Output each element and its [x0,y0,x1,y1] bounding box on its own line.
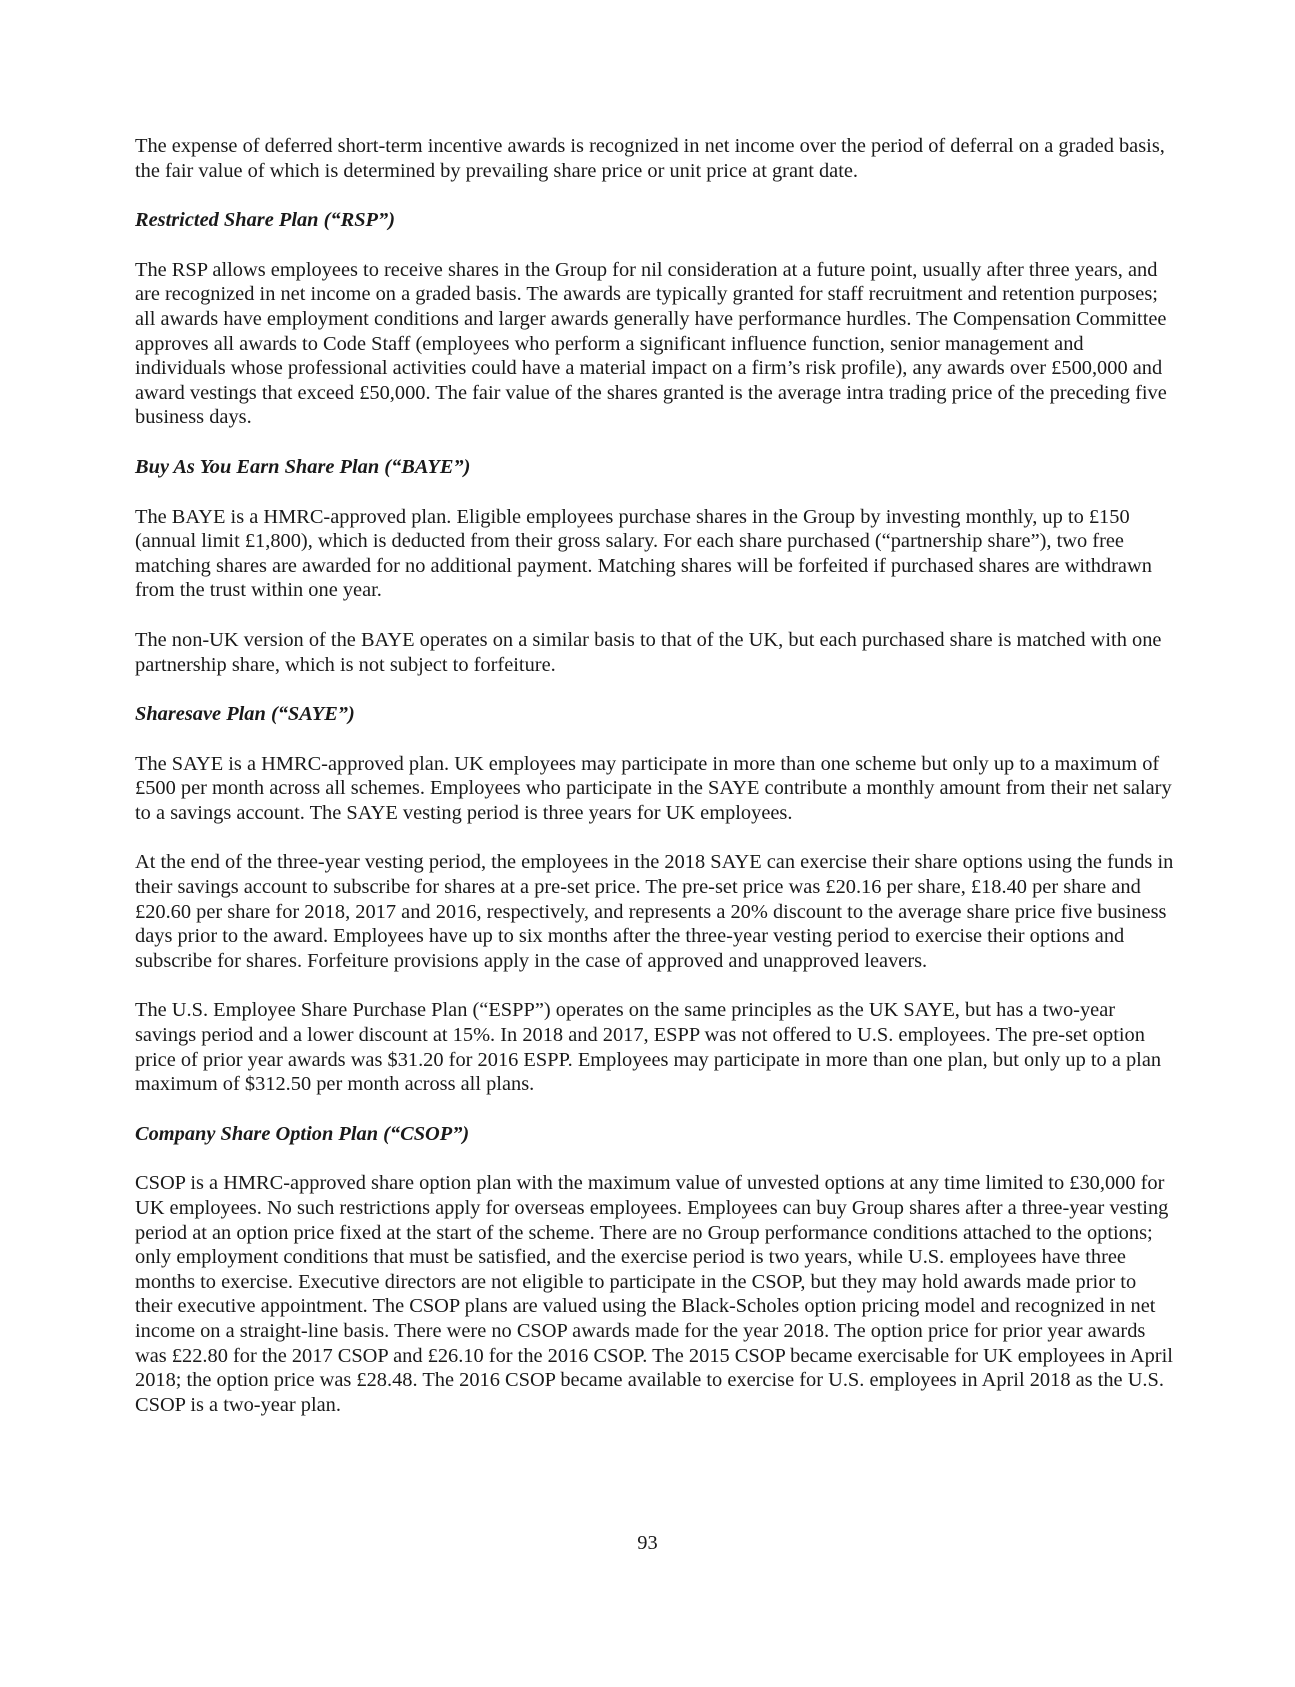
csop-paragraph: CSOP is a HMRC-approved share option plan with the maximum value of unvested options at any time limited to £30,000 for UK employees. No such restrictions apply for overseas employees. Employees can buy Group shares after a three-year vesting period at an option price fixed at the start of the scheme. There are no Group performance conditions attached to the options; only employment conditions that must be satisfied, and the exercise period is two years, while U.S. employees have three months to exercise. Executive directors are not eligible to participate in the CSOP, but they may hold awards made prior to their executive appointment. The CSOP plans are valued using the Black-Scholes option pricing model and recognized in net income on a straight-line basis. There were no CSOP awards made for the year 2018. The option price for prior year awards was £22.80 for the 2017 CSOP and £26.10 for the 2016 CSOP. The 2015 CSOP became exercisable for UK employees in April 2018; the option price was £28.48. The 2016 CSOP became available to exercise for U.S. employees in April 2018 as the U.S. CSOP is a two-year plan. [135,1172,1173,1416]
section-heading-rsp: Restricted Share Plan (“RSP”) [135,209,395,232]
section-heading-saye: Sharesave Plan (“SAYE”) [135,703,355,726]
page-number: 93 [637,1532,658,1554]
baye-non-uk-paragraph: The non-UK version of the BAYE operates on a similar basis to that of the UK, but each purchased share is matched with one partnership share, which is not subject to forfeiture. [135,628,1162,676]
espp-paragraph: The U.S. Employee Share Purchase Plan (“ESPP”) operates on the same principles as the UK SAYE, but has a two-year savings period and a lower discount at 15%. In 2018 and 2017, ESPP was not offered to U.S. employees. The pre-set option price of prior year awards was $31.20 for 2016 ESPP. Employees may participate in more than one plan, but only up to a plan maximum of $312.50 per month across all plans. [135,999,1162,1096]
document-page [135,134,1175,1442]
rsp-paragraph: The RSP allows employees to receive shares in the Group for nil consideration at a future point, usually after three years, and are recognized in net income on a graded basis. The awards are typically granted for staff recruitment and retention purposes; all awards have employment conditions and larger awards generally have performance hurdles. The Compensation Committee approves all awards to Code Staff (employees who perform a significant influence function, senior management and individuals whose professional activities could have a material impact on a firm’s risk profile), any awards over £500,000 and award vestings that exceed £50,000. The fair value of the shares granted is the average intra trading price of the preceding five business days. [135,258,1167,429]
section-heading-baye: Buy As You Earn Share Plan (“BAYE”) [135,455,471,478]
baye-paragraph: The BAYE is a HMRC-approved plan. Eligible employees purchase shares in the Group by investing monthly, up to £150 (annual limit £1,800), which is deducted from their gross salary. For each share purchased (“partnership share”), two free matching shares are awarded for no additional payment. Matching shares will be forfeited if purchased shares are withdrawn from the trust within one year. [135,505,1152,602]
intro-paragraph: The expense of deferred short-term incentive awards is recognized in net income over the period of deferral on a graded basis, the fair value of which is determined by prevailing share price or unit price at grant date. [135,135,1165,182]
section-heading-csop: Company Share Option Plan (“CSOP”) [135,1122,470,1145]
saye-paragraph: The SAYE is a HMRC-approved plan. UK employees may participate in more than one scheme but only up to a maximum of £500 per month across all schemes. Employees who participate in the SAYE contribute a monthly amount from their net salary to a savings account. The SAYE vesting period is three years for UK employees. [135,752,1172,824]
saye-vesting-paragraph: At the end of the three-year vesting period, the employees in the 2018 SAYE can exercise their share options using the funds in their savings account to subscribe for shares at a pre-set price. The pre-set price was £20.16 per share, £18.40 per share and £20.60 per share for 2018, 2017 and 2016, respectively, and represents a 20% discount to the average share price five business days prior to the award. Employees have up to six months after the three-year vesting period to exercise their options and subscribe for shares. Forfeiture provisions apply in the case of approved and unapproved leavers. [135,851,1174,972]
